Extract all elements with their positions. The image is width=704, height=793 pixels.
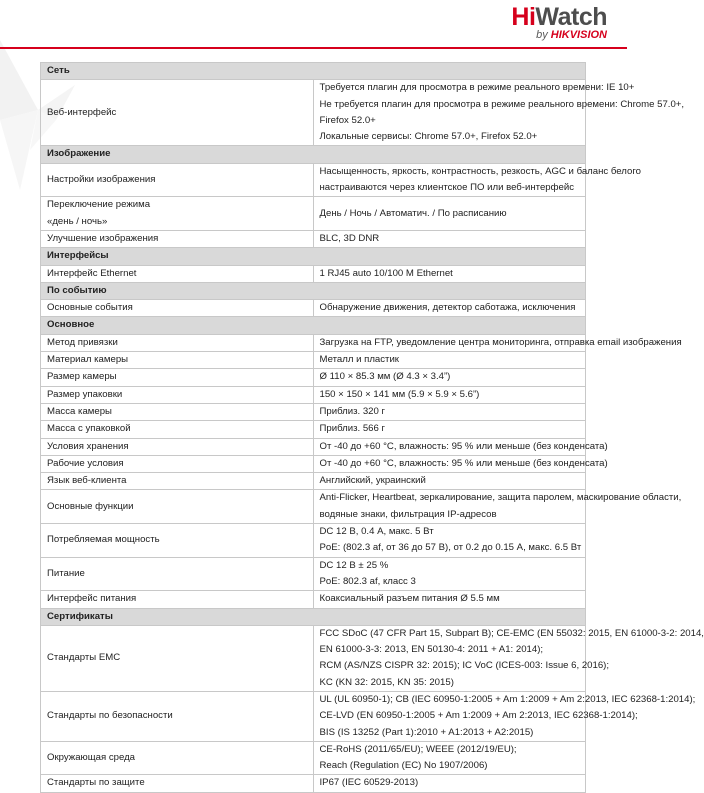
spec-value-line: Локальные сервисы: Chrome 57.0+, Firefox 52.0+ — [319, 131, 538, 143]
spec-value — [313, 524, 586, 558]
spec-value-line: IP67 (IEC 60529-2013) — [319, 777, 419, 789]
spec-row — [41, 265, 586, 282]
spec-value — [313, 490, 682, 524]
spec-value — [313, 163, 641, 197]
spec-label-line: Веб-интерфейс — [47, 106, 117, 118]
spec-value — [313, 741, 586, 775]
spec-value-line: BIS (IS 13252 (Part 1):2010 + A1:2013 + A2:2015) — [319, 726, 534, 738]
spec-value — [313, 300, 586, 317]
spec-label-line: Интерфейс Ethernet — [47, 267, 137, 279]
spec-value — [313, 691, 696, 741]
spec-value-line: Загрузка на FTP, уведомление центра мониторинга, отправка email изображения — [319, 336, 682, 348]
spec-value-line: Firefox 52.0+ — [319, 114, 376, 126]
spec-label — [41, 80, 314, 146]
spec-row — [41, 369, 586, 386]
spec-row — [41, 524, 586, 558]
spec-value-line: настраиваются через клиентское ПО или веб-интерфейс — [319, 182, 574, 194]
spec-label-line: Размер камеры — [47, 371, 117, 383]
spec-value-line: UL (UL 60950-1); CB (IEC 60950-1:2005 + Am 1:2009 + Am 2:2013, IEC 62368-1:2014); — [319, 693, 696, 705]
spec-value-line: Английский, украинский — [319, 475, 426, 487]
logo-by: by — [536, 29, 548, 41]
spec-value-line: Anti-Flicker, Heartbeat, зеркалирование, защита паролем, маскирование области, — [319, 492, 682, 504]
spec-label — [41, 403, 314, 420]
spec-value — [313, 265, 586, 282]
spec-value-line: Коаксиальный разъем питания Ø 5.5 мм — [319, 593, 500, 605]
spec-label — [41, 197, 314, 231]
spec-label — [41, 557, 314, 591]
spec-label — [41, 455, 314, 472]
spec-label-line: Основные события — [47, 302, 133, 314]
hiwatch-logo — [511, 4, 607, 42]
logo-hi: Hi — [511, 3, 536, 31]
spec-label — [41, 524, 314, 558]
spec-value-line: PoE: (802.3 af, от 36 до 57 В), от 0.2 до 0.15 А, макс. 6.5 Вт — [319, 542, 582, 554]
spec-label — [41, 473, 314, 490]
spec-label-line: Язык веб-клиента — [47, 475, 127, 487]
spec-value — [313, 775, 586, 792]
spec-value — [313, 625, 704, 691]
spec-value — [313, 455, 608, 472]
spec-value-line: DC 12 В, 0.4 А, макс. 5 Вт — [319, 526, 434, 538]
spec-label-line: Основные функции — [47, 500, 134, 512]
spec-value-line: CE-LVD (EN 60950-1:2005 + Am 1:2009 + Am 2:2013, IEC 62368-1:2014); — [319, 710, 638, 722]
spec-value-line: PoE: 802.3 af, класс 3 — [319, 575, 416, 587]
spec-label — [41, 230, 314, 247]
spec-value — [313, 421, 586, 438]
spec-row — [41, 625, 586, 691]
spec-value-line: DC 12 В ± 25 % — [319, 559, 389, 571]
section-title: По событию — [41, 282, 586, 299]
spec-value-line: Обнаружение движения, детектор саботажа, исключения — [319, 302, 576, 314]
spec-row — [41, 421, 586, 438]
section-title: Сеть — [41, 63, 586, 80]
spec-label — [41, 591, 314, 608]
spec-label-line: «день / ночь» — [47, 215, 108, 227]
spec-label — [41, 386, 314, 403]
spec-label — [41, 625, 314, 691]
spec-value — [313, 352, 586, 369]
spec-value-line: Металл и пластик — [319, 354, 399, 366]
spec-row — [41, 163, 586, 197]
spec-row — [41, 591, 586, 608]
spec-row — [41, 741, 586, 775]
spec-label — [41, 775, 314, 792]
spec-value-line: От -40 до +60 °C, влажность: 95 % или меньше (без конденсата) — [319, 457, 608, 469]
spec-value — [313, 557, 586, 591]
spec-label-line: Метод привязки — [47, 336, 118, 348]
spec-value-line: От -40 до +60 °C, влажность: 95 % или меньше (без конденсата) — [319, 440, 608, 452]
spec-value-line: Насыщенность, яркость, контрастность, резкость, AGC и баланс белого — [319, 165, 641, 177]
spec-label-line: Размер упаковки — [47, 388, 123, 400]
spec-value-line: водяные знаки, фильтрация IP-адресов — [319, 508, 497, 520]
spec-value-line: BLC, 3D DNR — [319, 232, 380, 244]
spec-value-line: Reach (Regulation (EC) No 1907/2006) — [319, 760, 488, 772]
spec-label — [41, 352, 314, 369]
spec-value-line: FCC SDoC (47 CFR Part 15, Subpart B); CE-EMC (EN 55032: 2015, EN 61000-3-2: 2014, — [319, 627, 704, 639]
spec-value-line: KC (KN 32: 2015, KN 35: 2015) — [319, 676, 454, 688]
spec-label — [41, 369, 314, 386]
spec-label-line: Интерфейс питания — [47, 593, 137, 605]
spec-row — [41, 490, 586, 524]
spec-row — [41, 230, 586, 247]
spec-value-line: RCM (AS/NZS CISPR 32: 2015); IC VoC (ICES-003: Issue 6, 2016); — [319, 660, 610, 672]
section-title: Сертификаты — [41, 608, 586, 625]
logo-watch: Watch — [535, 3, 607, 31]
spec-row — [41, 557, 586, 591]
spec-value — [313, 197, 586, 231]
spec-row — [41, 403, 586, 420]
section-header-row — [41, 146, 586, 163]
spec-value-line: Ø 110 × 85.3 мм (Ø 4.3 × 3.4”) — [319, 371, 451, 383]
header-divider — [0, 47, 627, 49]
spec-value-line: Не требуется плагин для просмотра в режиме реального времени: Chrome 57.0+, — [319, 98, 685, 110]
spec-row — [41, 438, 586, 455]
spec-value-line: EN 61000-3-3: 2013, EN 50130-4: 2011 + A1: 2014); — [319, 644, 544, 656]
section-title: Изображение — [41, 146, 586, 163]
spec-label-line: Стандарты по защите — [47, 777, 145, 789]
spec-table — [40, 62, 704, 793]
spec-label — [41, 691, 314, 741]
spec-label-line: Масса камеры — [47, 405, 112, 417]
spec-label-line: Настройки изображения — [47, 173, 156, 185]
spec-value-line: 1 RJ45 auto 10/100 M Ethernet — [319, 267, 453, 279]
spec-value-line: 150 × 150 × 141 мм (5.9 × 5.9 × 5.6”) — [319, 388, 480, 400]
section-title: Интерфейсы — [41, 248, 586, 265]
spec-value — [313, 473, 586, 490]
section-header-row — [41, 317, 586, 334]
spec-label-line: Потребляемая мощность — [47, 534, 160, 546]
spec-label-line: Стандарты по безопасности — [47, 710, 173, 722]
spec-value-line: Приблиз. 566 г — [319, 423, 386, 435]
section-header-row — [41, 63, 586, 80]
spec-row — [41, 455, 586, 472]
spec-label — [41, 741, 314, 775]
spec-value — [313, 334, 682, 351]
spec-label — [41, 163, 314, 197]
spec-value — [313, 403, 586, 420]
spec-label-line: Окружающая среда — [47, 752, 136, 764]
spec-row — [41, 386, 586, 403]
section-header-row — [41, 248, 586, 265]
spec-label-line: Материал камеры — [47, 354, 129, 366]
spec-label-line: Улучшение изображения — [47, 232, 159, 244]
spec-label-line: Условия хранения — [47, 440, 129, 452]
section-header-row — [41, 608, 586, 625]
spec-value — [313, 438, 608, 455]
spec-label — [41, 421, 314, 438]
spec-label — [41, 265, 314, 282]
spec-row — [41, 300, 586, 317]
spec-label-line: Стандарты EMC — [47, 652, 121, 664]
spec-label-line: Питание — [47, 567, 85, 579]
section-header-row — [41, 282, 586, 299]
spec-value — [313, 369, 586, 386]
spec-value-line: День / Ночь / Автоматич. / По расписанию — [319, 207, 507, 219]
spec-row — [41, 473, 586, 490]
logo-hikvision: HIKVISION — [550, 29, 607, 41]
spec-row — [41, 334, 586, 351]
spec-label-line: Масса с упаковкой — [47, 423, 131, 435]
spec-label — [41, 438, 314, 455]
spec-value — [313, 386, 586, 403]
spec-value-line: CE-RoHS (2011/65/EU); WEEE (2012/19/EU); — [319, 743, 517, 755]
spec-label — [41, 300, 314, 317]
spec-row — [41, 352, 586, 369]
spec-row — [41, 775, 586, 792]
spec-row — [41, 691, 586, 741]
spec-row — [41, 197, 586, 231]
spec-value — [313, 230, 586, 247]
section-title: Основное — [41, 317, 586, 334]
spec-value — [313, 591, 586, 608]
spec-label — [41, 490, 314, 524]
spec-label — [41, 334, 314, 351]
spec-value — [313, 80, 685, 146]
spec-value-line: Приблиз. 320 г — [319, 405, 386, 417]
spec-row — [41, 80, 586, 146]
spec-label-line: Рабочие условия — [47, 457, 124, 469]
spec-value-line: Требуется плагин для просмотра в режиме реального времени: IE 10+ — [319, 82, 635, 94]
spec-label-line: Переключение режима — [47, 199, 151, 211]
